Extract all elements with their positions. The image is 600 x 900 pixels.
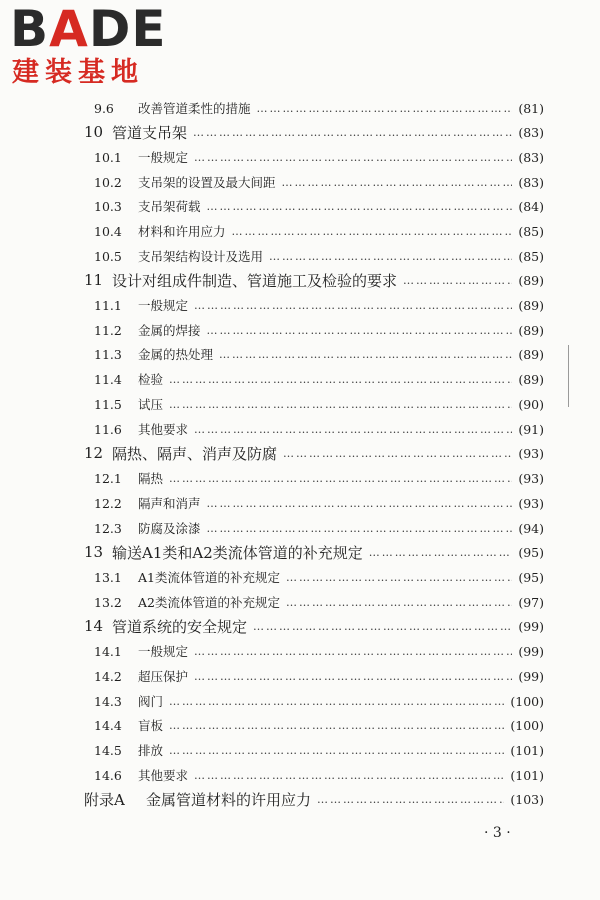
toc-entry	[94, 367, 544, 391]
toc-entry	[94, 194, 544, 218]
toc-entry-number: 12.2	[94, 495, 122, 511]
dot-leader	[257, 102, 513, 115]
toc-entry-page: (85)	[518, 223, 544, 239]
dot-leader	[169, 398, 512, 411]
toc-appendix	[84, 787, 544, 811]
toc-entry-title: 隔热	[138, 471, 164, 486]
toc-entry-title: 改善管道柔性的措施	[138, 101, 251, 116]
toc-entry-title: 一般规定	[138, 644, 189, 659]
toc-entry-title: 管道支吊架	[112, 123, 188, 142]
toc-entry-number: 11.5	[94, 396, 122, 412]
toc-entry	[94, 417, 544, 441]
toc-entry-title: 管道系统的安全规定	[112, 617, 248, 636]
toc-entry-page: (81)	[518, 100, 544, 116]
toc-entry-title: 支吊架的设置及最大间距	[138, 175, 276, 190]
toc-entry	[94, 170, 544, 194]
toc-entry-number: 9.6	[94, 100, 114, 116]
toc-entry-title: A2类流体管道的补充规定	[138, 595, 280, 610]
page-number: · 3 ·	[484, 825, 511, 841]
dot-leader	[169, 695, 504, 708]
toc-entry-number: 10.5	[94, 248, 122, 264]
toc-entry-number: 10	[84, 123, 104, 141]
toc-entry	[94, 293, 544, 317]
toc-entry-page: (90)	[518, 396, 544, 412]
dot-leader	[269, 250, 512, 263]
toc-entry-number: 10.2	[94, 174, 122, 190]
toc-entry	[94, 491, 544, 515]
toc-entry-page: (84)	[518, 198, 544, 214]
toc-entry-page: (89)	[518, 272, 544, 288]
dot-leader	[232, 225, 513, 238]
toc-entry	[94, 466, 544, 490]
dot-leader	[194, 645, 512, 658]
toc-entry-title: 金属管道材料的许用应力	[146, 790, 312, 809]
toc-entry	[94, 565, 544, 589]
toc-entry	[94, 738, 544, 762]
dot-leader	[194, 299, 512, 312]
toc-entry	[94, 318, 544, 342]
dot-leader	[169, 719, 504, 732]
toc-entry-number: 附录A	[84, 790, 125, 809]
dot-leader	[169, 373, 512, 386]
toc-chapter	[84, 268, 544, 292]
toc-entry-number: 11	[84, 271, 104, 289]
dot-leader	[253, 620, 512, 633]
toc-entry-title: 防腐及涂漆	[138, 521, 201, 536]
toc-entry-number: 11.6	[94, 421, 122, 437]
toc-entry-page: (89)	[518, 322, 544, 338]
toc-entry-page: (94)	[518, 520, 544, 536]
toc-entry	[94, 763, 544, 787]
dot-leader	[169, 744, 504, 757]
toc-entry-title: 检验	[138, 372, 164, 387]
dot-leader	[194, 769, 504, 782]
dot-leader	[194, 423, 512, 436]
toc-entry-title: 盲板	[138, 718, 164, 733]
toc-chapter	[84, 614, 544, 638]
toc-entry-title: 其他要求	[138, 422, 189, 437]
toc-entry-number: 11.4	[94, 371, 122, 387]
toc-entry-title: 隔声和消声	[138, 496, 201, 511]
toc-entry-number: 10.1	[94, 149, 122, 165]
toc-entry	[94, 392, 544, 416]
toc-entry-page: (101)	[510, 742, 544, 758]
logo-letter-d: D	[88, 0, 132, 58]
dot-leader	[207, 522, 513, 535]
toc-entry-page: (89)	[518, 371, 544, 387]
toc-entry-page: (101)	[510, 767, 544, 783]
toc-entry-number: 12.3	[94, 520, 122, 536]
logo-subtitle: 建装基地	[12, 57, 144, 88]
toc-entry-page: (83)	[518, 149, 544, 165]
toc-entry-number: 13	[84, 543, 104, 561]
dot-leader	[219, 348, 512, 361]
toc-entry-number: 11.1	[94, 297, 122, 313]
toc-entry-number: 12	[84, 444, 104, 462]
dot-leader	[207, 497, 513, 510]
toc-entry-page: (93)	[518, 495, 544, 511]
toc-entry-number: 14	[84, 617, 104, 635]
toc-entry	[94, 219, 544, 243]
dot-leader	[282, 176, 513, 189]
toc-entry-page: (93)	[518, 445, 544, 461]
logo-letter-a: A	[49, 0, 89, 58]
dot-leader	[317, 793, 504, 806]
toc-entry	[94, 664, 544, 688]
toc-entry-page: (99)	[518, 668, 544, 684]
toc-entry-page: (83)	[518, 124, 544, 140]
toc-entry-title: 金属的热处理	[138, 347, 214, 362]
toc-entry-page: (100)	[510, 693, 544, 709]
toc-entry-title: 其他要求	[138, 768, 189, 783]
dot-leader	[194, 670, 512, 683]
toc-entry-page: (95)	[518, 569, 544, 585]
toc-entry-title: 支吊架结构设计及选用	[138, 249, 264, 264]
toc-entry-number: 13.1	[94, 569, 122, 585]
toc-entry-title: A1类流体管道的补充规定	[138, 570, 280, 585]
toc-entry-title: 一般规定	[138, 150, 189, 165]
toc-entry-page: (97)	[518, 594, 544, 610]
dot-leader	[193, 126, 512, 139]
toc-entry-page: (91)	[518, 421, 544, 437]
toc-entry-page: (93)	[518, 470, 544, 486]
toc-entry-title: 金属的焊接	[138, 323, 201, 338]
toc-chapter	[84, 441, 544, 465]
dot-leader	[286, 596, 512, 609]
logo-letter-e: E	[131, 0, 167, 58]
dot-leader	[207, 200, 513, 213]
dot-leader	[194, 151, 512, 164]
dot-leader	[369, 546, 513, 559]
toc-entry-number: 12.1	[94, 470, 122, 486]
toc-entry-page: (89)	[518, 297, 544, 313]
toc-entry-number: 10.3	[94, 198, 122, 214]
toc-entry-page: (89)	[518, 346, 544, 362]
toc-entry	[94, 689, 544, 713]
toc-entry	[94, 96, 544, 120]
toc-entry-page: (99)	[518, 618, 544, 634]
toc-entry-title: 材料和许用应力	[138, 224, 226, 239]
toc-chapter	[84, 120, 544, 144]
toc-entry-page: (99)	[518, 643, 544, 659]
toc-entry-number: 11.3	[94, 346, 122, 362]
toc-entry-title: 设计对组成件制造、管道施工及检验的要求	[112, 271, 398, 290]
logo-letter-b: B	[10, 0, 50, 58]
toc-entry	[94, 713, 544, 737]
toc-entry	[94, 639, 544, 663]
toc-entry	[94, 342, 544, 366]
toc-entry-title: 试压	[138, 397, 164, 412]
toc-entry-page: (85)	[518, 248, 544, 264]
dot-leader	[283, 447, 512, 460]
toc-entry-title: 排放	[138, 743, 164, 758]
toc-entry	[94, 244, 544, 268]
toc-entry-page: (103)	[510, 791, 544, 807]
toc-entry-number: 14.6	[94, 767, 122, 783]
toc-entry-title: 一般规定	[138, 298, 189, 313]
toc-entry-number: 14.3	[94, 693, 122, 709]
toc-entry-number: 14.1	[94, 643, 122, 659]
dot-leader	[207, 324, 513, 337]
logo-wordmark	[10, 0, 167, 58]
toc-entry-number: 11.2	[94, 322, 122, 338]
toc-entry	[94, 145, 544, 169]
toc-entry-page: (83)	[518, 174, 544, 190]
toc-entry-number: 14.2	[94, 668, 122, 684]
bade-logo	[10, 0, 180, 90]
dot-leader	[169, 472, 512, 485]
toc-entry-title: 支吊架荷载	[138, 199, 201, 214]
dot-leader	[286, 571, 512, 584]
toc-entry-title: 阀门	[138, 694, 164, 709]
toc-entry	[94, 516, 544, 540]
toc-entry-number: 10.4	[94, 223, 122, 239]
toc-entry-title: 隔热、隔声、消声及防腐	[112, 444, 278, 463]
toc-chapter	[84, 540, 544, 564]
toc-entry-number: 13.2	[94, 594, 122, 610]
toc-entry-title: 输送A1类和A2类流体管道的补充规定	[112, 543, 363, 562]
scan-margin-line	[568, 345, 569, 407]
toc-entry	[94, 590, 544, 614]
toc-entry-number: 14.4	[94, 717, 122, 733]
dot-leader	[403, 274, 512, 287]
toc-entry-title: 超压保护	[138, 669, 189, 684]
toc-entry-number: 14.5	[94, 742, 122, 758]
toc-entry-page: (95)	[518, 544, 544, 560]
toc-entry-page: (100)	[510, 717, 544, 733]
